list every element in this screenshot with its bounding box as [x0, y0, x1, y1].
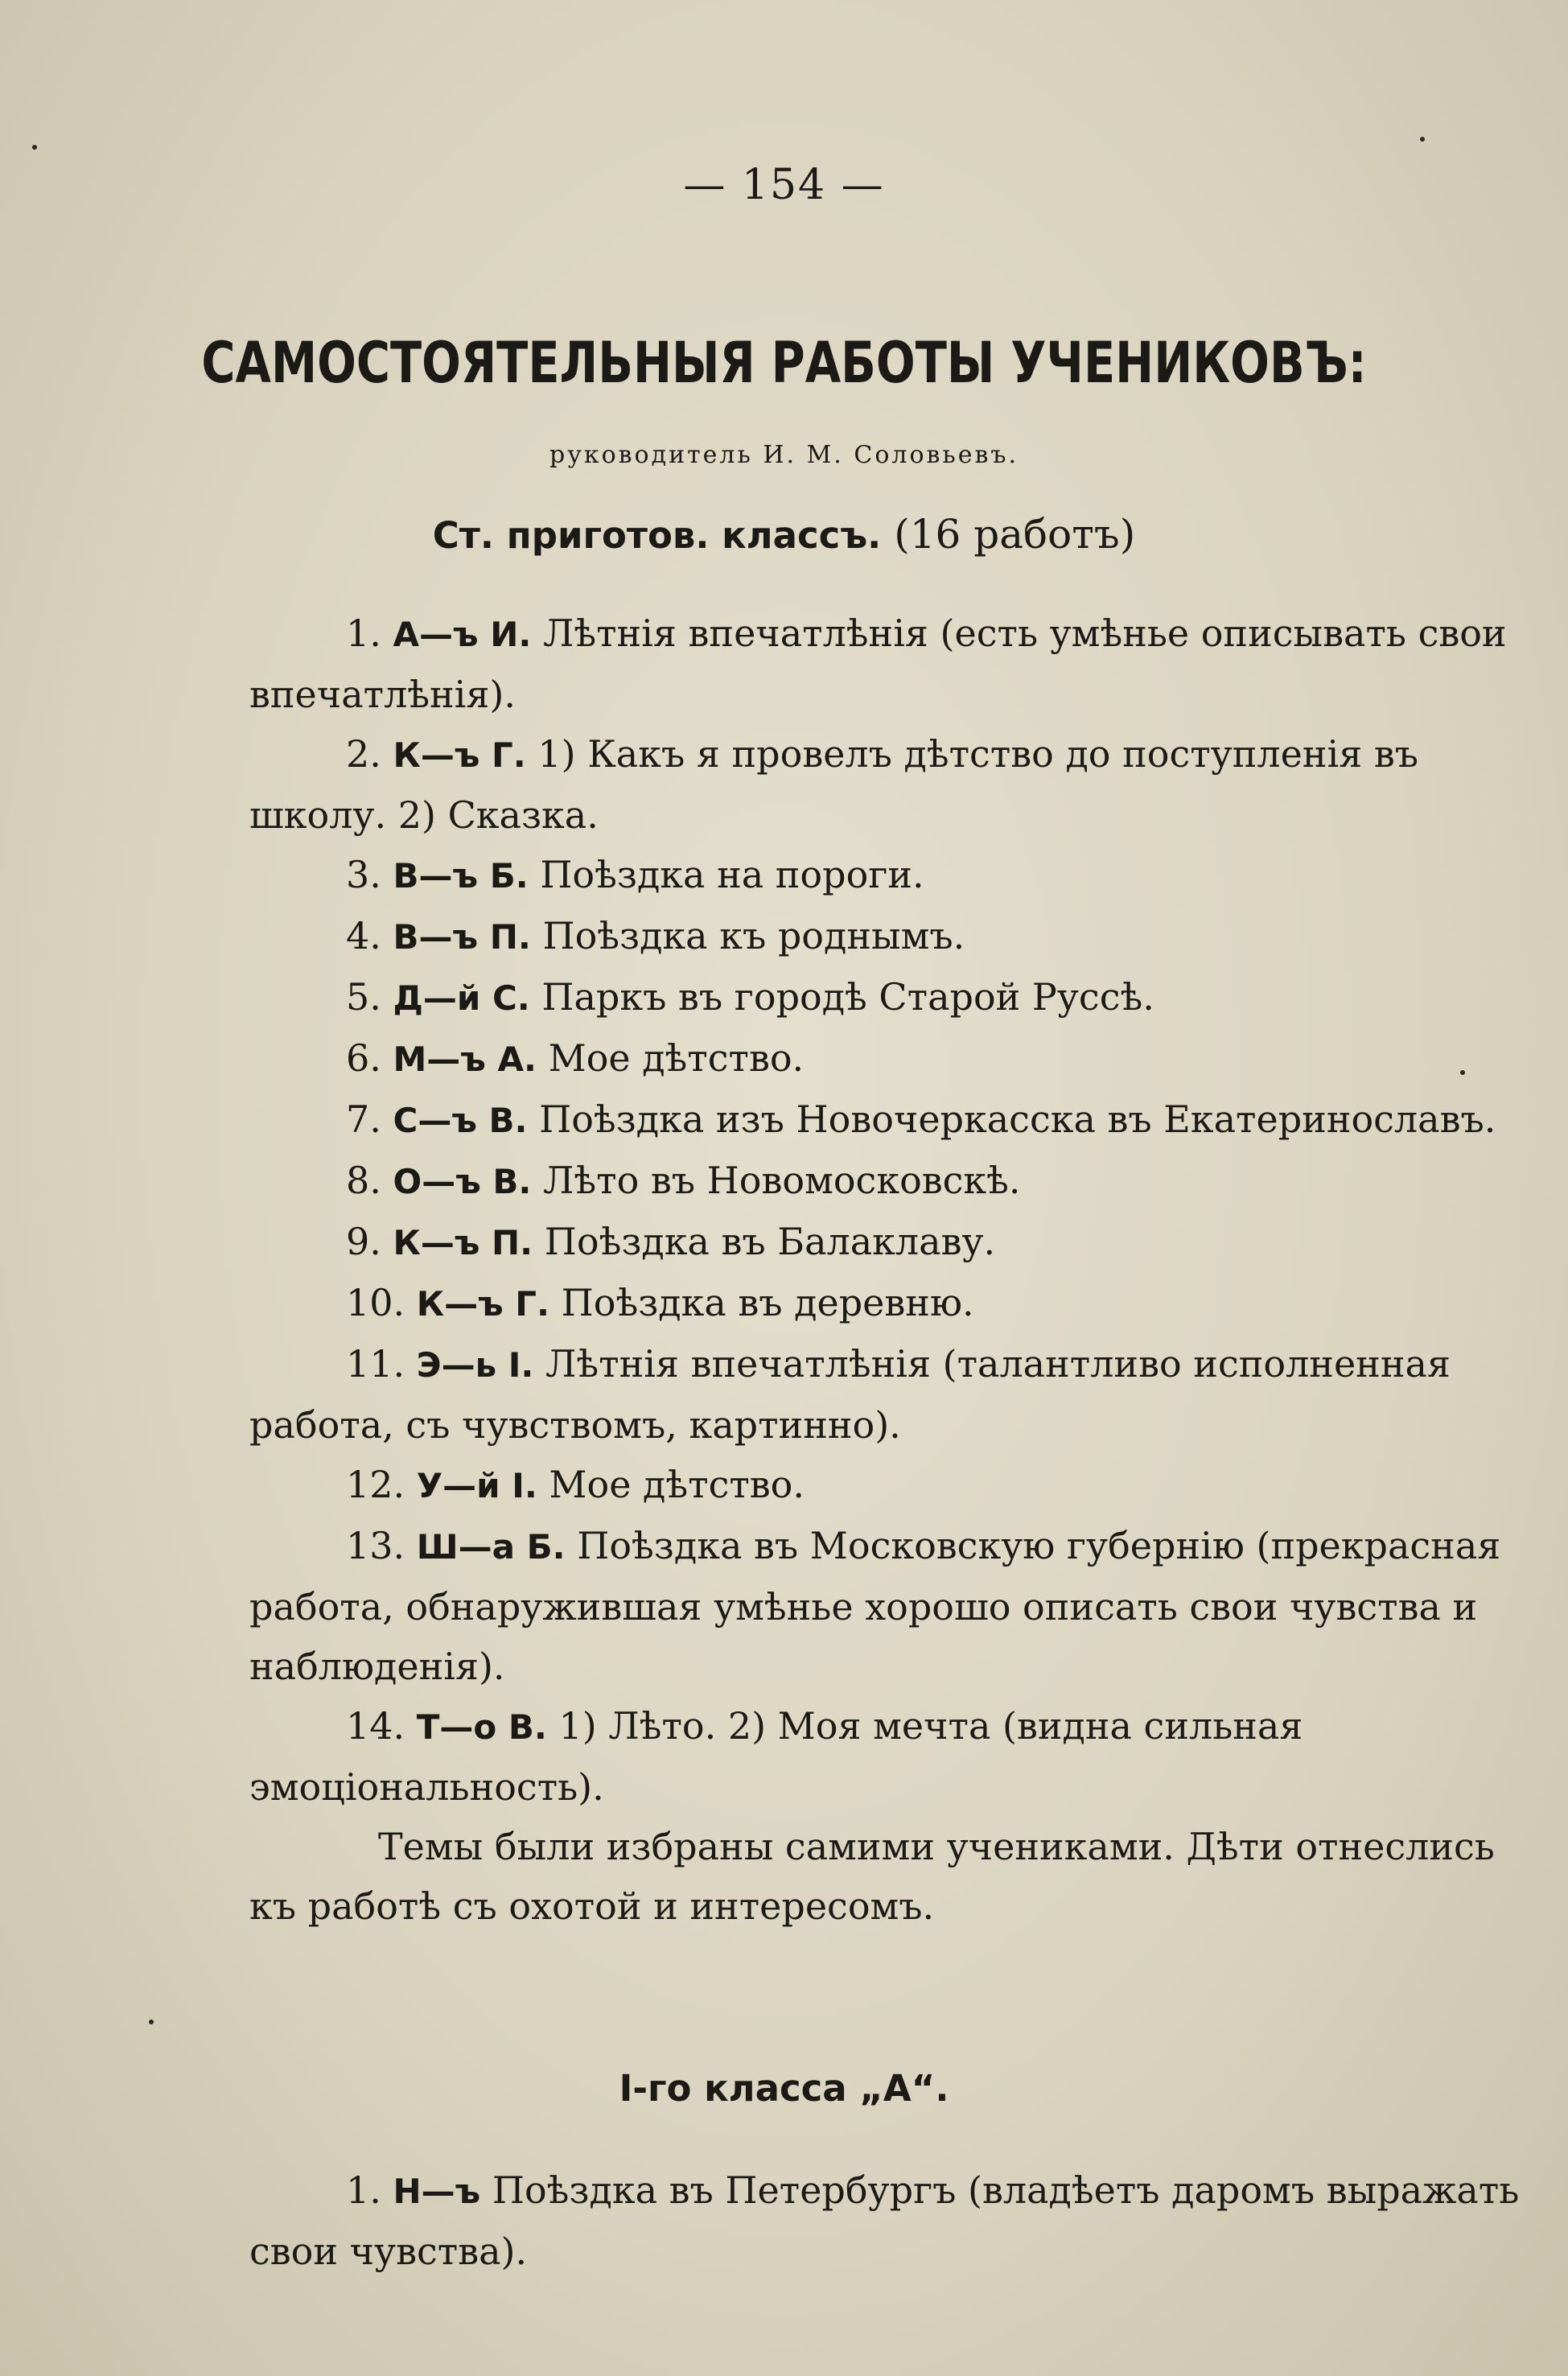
item-number: 10.: [346, 1281, 405, 1324]
item-number: 5.: [346, 975, 381, 1019]
item-number: 8.: [346, 1159, 381, 1202]
item-text: Поѣздка изъ Новочеркасска въ Екатеринославъ.: [539, 1097, 1496, 1141]
paper-speck: [1420, 137, 1425, 142]
closing-note: Темы были избраны самими учениками. Дѣти отнеслись къ работѣ съ охотой и интересомъ.: [249, 1825, 1495, 1928]
item-text: 1) Лѣто. 2) Моя мечта (видна сильная эмоціональность).: [249, 1704, 1303, 1809]
item-text: Лѣтнія впечатлѣнія (есть умѣнье описывать свои впечатлѣнія).: [249, 612, 1507, 716]
item-number: 12.: [346, 1463, 405, 1506]
item-number: 13.: [346, 1524, 405, 1567]
list-item: [249, 603, 1529, 724]
paper-speck: [32, 145, 37, 150]
item-text: Паркъ въ городѣ Старой Руссѣ.: [541, 975, 1154, 1019]
list-item: [249, 2160, 1529, 2281]
page-number: — 154 —: [683, 161, 885, 209]
list-item: [249, 1089, 1529, 1151]
works-list-preparatory: [249, 603, 1529, 1936]
item-text: Мое дѣтство.: [549, 1463, 805, 1506]
list-item: [249, 1028, 1529, 1089]
item-author: С—ъ В.: [393, 1101, 528, 1140]
item-number: 2.: [346, 732, 381, 776]
item-author: А—ъ И.: [393, 615, 532, 654]
section-heading-preparatory: [0, 511, 1568, 558]
item-text: Мое дѣтство.: [548, 1036, 805, 1080]
item-number: 4.: [346, 914, 381, 957]
item-text: Поѣздка въ деревню.: [561, 1281, 974, 1324]
works-list-class-1a: [249, 2160, 1529, 2281]
item-author: В—ъ П.: [393, 917, 531, 957]
paper-speck: [149, 2020, 154, 2024]
list-item: [249, 1696, 1529, 1817]
item-number: 1.: [346, 2168, 381, 2212]
section-heading-class-1a: [0, 2064, 1568, 2110]
section-count: (16 работъ): [894, 511, 1136, 558]
item-text: Поѣздка въ Московскую губернію (прекрасная работа, обнаружившая умѣнье хорошо описать свои чувства и наблюденія).: [249, 1524, 1501, 1688]
item-author: О—ъ В.: [393, 1162, 532, 1201]
item-text: Поѣздка въ Балаклаву.: [544, 1220, 996, 1263]
section-name: Ст. приготов. классъ.: [432, 514, 882, 557]
item-number: 11.: [346, 1342, 405, 1386]
item-number: 14.: [346, 1704, 405, 1748]
item-number: 7.: [346, 1097, 381, 1141]
item-text: Поѣздка на пороги.: [540, 853, 924, 896]
item-text: 1) Какъ я провелъ дѣтство до поступленія въ школу. 2) Сказка.: [249, 732, 1419, 837]
item-number: 6.: [346, 1036, 381, 1080]
list-item: [249, 1516, 1529, 1696]
item-author: Т—о В.: [416, 1707, 547, 1747]
item-author: В—ъ Б.: [393, 856, 529, 896]
list-item: [249, 1151, 1529, 1212]
list-item: [249, 906, 1529, 967]
section-name: I-го класса „А“.: [619, 2067, 949, 2110]
list-item: [249, 724, 1529, 845]
list-item: [249, 1273, 1529, 1334]
item-author: У—й I.: [416, 1466, 537, 1505]
item-number: 9.: [346, 1220, 381, 1263]
item-number: 3.: [346, 853, 381, 896]
item-author: К—ъ Г.: [393, 735, 526, 775]
item-text: Лѣтнія впечатлѣнія (талантливо исполненная работа, съ чувствомъ, картинно).: [249, 1342, 1451, 1447]
item-author: Д—й С.: [393, 978, 530, 1018]
page-title: САМОСТОЯТЕЛЬНЫЯ РАБОТЫ УЧЕНИКОВЪ:: [201, 330, 1367, 396]
item-text: Поѣздка въ Петербургъ (владѣетъ даромъ выражать свои чувства).: [249, 2168, 1520, 2273]
item-author: М—ъ А.: [393, 1040, 537, 1079]
item-number: 1.: [346, 612, 381, 655]
item-author: Э—ь I.: [416, 1345, 534, 1385]
item-author: Н—ъ: [393, 2172, 481, 2211]
item-text: Лѣто въ Новомосковскѣ.: [543, 1159, 1021, 1202]
paper-speck: [1460, 1070, 1465, 1075]
list-item: [249, 1455, 1529, 1516]
item-author: Ш—а Б.: [416, 1527, 566, 1567]
list-item: [249, 1212, 1529, 1273]
item-author: К—ъ П.: [393, 1223, 533, 1262]
list-item: [249, 967, 1529, 1028]
list-item: [249, 845, 1529, 906]
supervisor-line: руководитель И. М. Соловьевъ.: [549, 441, 1019, 469]
item-author: К—ъ Г.: [416, 1284, 550, 1324]
item-text: Поѣздка къ роднымъ.: [542, 914, 965, 957]
list-item: [249, 1334, 1529, 1455]
